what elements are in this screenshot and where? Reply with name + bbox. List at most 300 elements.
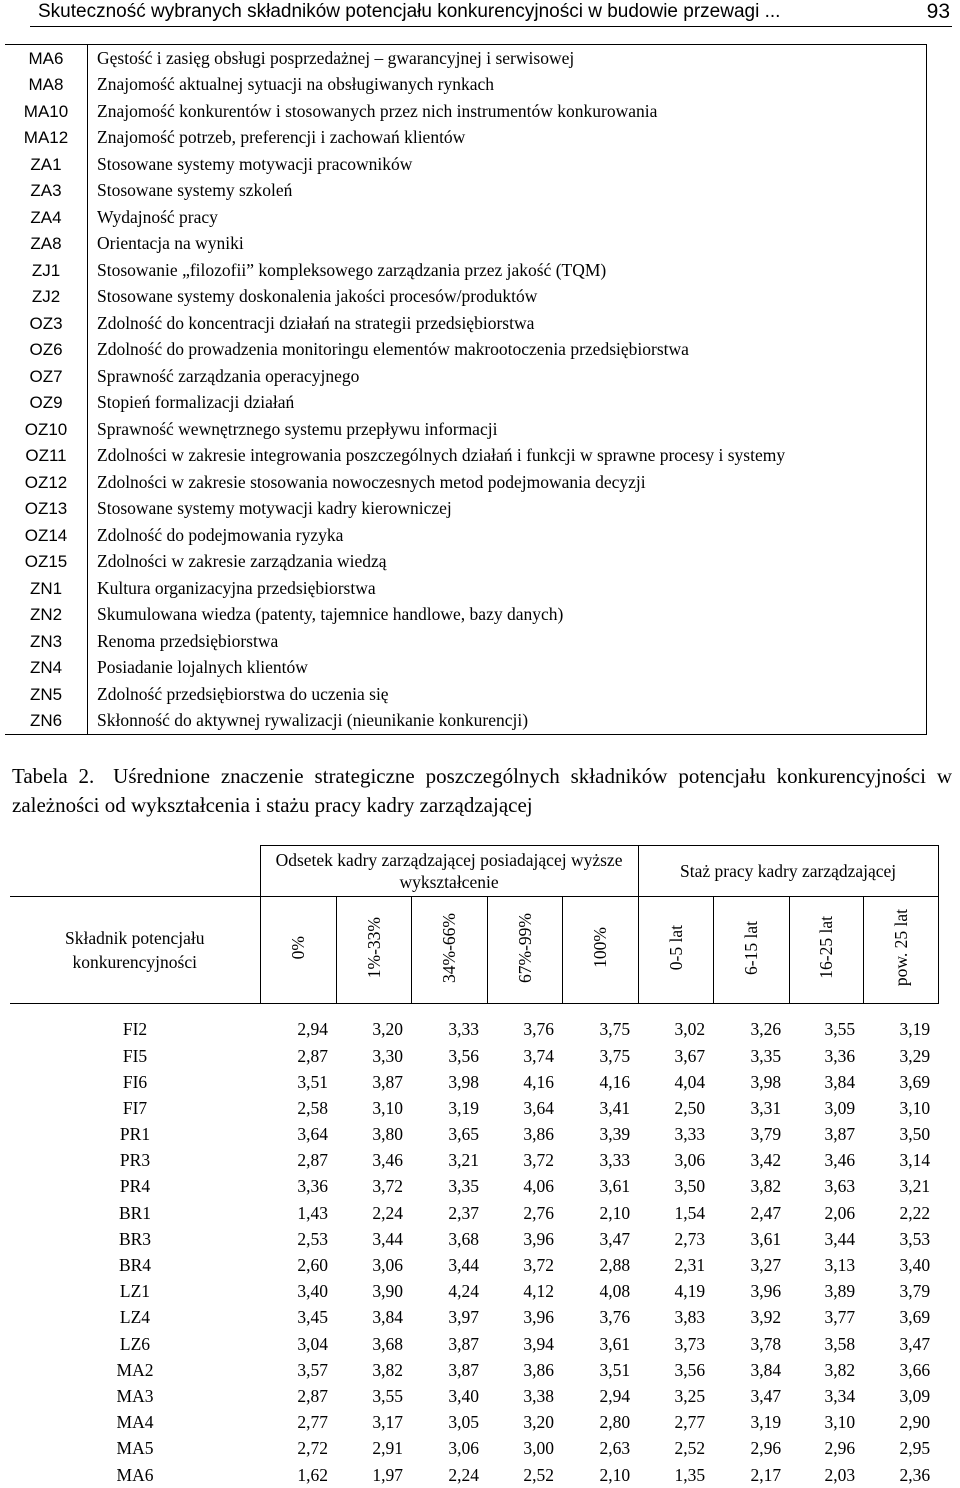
table-cell: 3,05 [411,1410,487,1436]
table-row [10,1227,938,1253]
component-description: Stosowane systemy doskonalenia jakości procesów/produktów [88,284,927,311]
table-cell: 2,52 [638,1436,713,1462]
table-cell: 3,10 [863,1096,938,1122]
component-description: Posiadanie lojalnych klientów [88,655,927,682]
table-cell: 3,69 [863,1069,938,1095]
table-cell: 2,58 [260,1096,336,1122]
column-header-label: 100% [590,927,610,968]
tenure-group-header: Staż pracy kadry zarządzającej [638,846,938,897]
list-row [5,655,927,682]
list-row [5,681,927,708]
table-cell: 4,06 [487,1174,562,1200]
list-row [5,575,927,602]
component-code: ZA4 [5,204,88,231]
table-cell: 3,34 [789,1384,863,1410]
table-cell: 3,89 [789,1279,863,1305]
table-cell: 3,82 [336,1357,411,1383]
table-cell: 3,61 [562,1331,638,1357]
table-cell: 3,76 [487,1017,562,1043]
table-cell: 3,84 [713,1357,789,1383]
component-column-header: Składnik potencjału konkurencyjności [10,897,260,1004]
list-row [5,522,927,549]
table-cell: 3,84 [336,1305,411,1331]
component-description: Zdolność do podejmowania ryzyka [88,522,927,549]
running-header [30,0,952,27]
table-cell: 3,45 [260,1305,336,1331]
table-cell: 3,50 [638,1174,713,1200]
table-cell: 2,63 [562,1436,638,1462]
table-cell: 3,72 [487,1148,562,1174]
table-cell: 3,44 [336,1227,411,1253]
table-row [10,1279,938,1305]
list-row [5,204,927,231]
column-header-label: 0-5 lat [666,925,686,970]
table-cell: 3,96 [487,1227,562,1253]
corner-cell [10,846,260,897]
table-cell: 3,19 [863,1017,938,1043]
table-cell: 4,04 [638,1069,713,1095]
table-cell: 3,29 [863,1043,938,1069]
table-cell: 3,66 [863,1357,938,1383]
header-gap-row [10,1004,938,1018]
table-cell: 3,06 [638,1148,713,1174]
row-label: MA5 [10,1436,260,1462]
component-description: Stosowane systemy motywacji pracowników [88,151,927,178]
table-row [10,1462,938,1488]
table-cell: 3,00 [487,1436,562,1462]
table-cell: 3,40 [260,1279,336,1305]
table-cell: 3,47 [863,1331,938,1357]
row-label: MA3 [10,1384,260,1410]
table-cell: 3,82 [789,1357,863,1383]
table-row [10,1043,938,1069]
table-cell: 3,46 [789,1148,863,1174]
table-row [10,1436,938,1462]
table-cell: 2,96 [713,1436,789,1462]
table-cell: 3,50 [863,1122,938,1148]
table-cell: 2,31 [638,1253,713,1279]
column-header [863,897,938,1004]
table-cell: 3,25 [638,1384,713,1410]
component-description: Znajomość potrzeb, preferencji i zachowań klientów [88,125,927,152]
component-description: Znajomość aktualnej sytuacji na obsługiwanych rynkach [88,72,927,99]
component-description: Stosowane systemy motywacji kadry kierowniczej [88,496,927,523]
table-cell: 3,80 [336,1122,411,1148]
list-row [5,496,927,523]
component-code: ZJ1 [5,257,88,284]
table-row [10,1331,938,1357]
table-cell: 2,87 [260,1384,336,1410]
table-cell: 3,19 [713,1410,789,1436]
page-number: 93 [927,0,950,24]
list-row [5,708,927,735]
list-row [5,151,927,178]
table-cell: 3,74 [487,1043,562,1069]
table-cell: 2,10 [562,1462,638,1488]
table-cell: 3,65 [411,1122,487,1148]
table-cell: 3,41 [562,1096,638,1122]
table-cell: 3,98 [713,1069,789,1095]
list-row [5,549,927,576]
column-header [789,897,863,1004]
table-cell: 3,77 [789,1305,863,1331]
row-label: MA4 [10,1410,260,1436]
component-description: Kultura organizacyjna przedsiębiorstwa [88,575,927,602]
component-code: MA10 [5,98,88,125]
table-cell: 3,56 [411,1043,487,1069]
list-row [5,45,927,72]
list-row [5,390,927,417]
column-header [487,897,562,1004]
table-cell: 1,62 [260,1462,336,1488]
component-description: Znajomość konkurentów i stosowanych przez nich instrumentów konkurowania [88,98,927,125]
table-cell: 3,46 [336,1148,411,1174]
running-title: Skuteczność wybranych składników potencjału konkurencyjności w budowie przewagi ... [38,1,780,23]
table-cell: 2,88 [562,1253,638,1279]
table-cell: 3,87 [411,1357,487,1383]
table-cell: 3,21 [863,1174,938,1200]
table-cell: 2,17 [713,1462,789,1488]
table-cell: 3,98 [411,1069,487,1095]
table-cell: 2,03 [789,1462,863,1488]
component-description: Renoma przedsiębiorstwa [88,628,927,655]
table-cell: 3,21 [411,1148,487,1174]
table-cell: 2,73 [638,1227,713,1253]
row-label: MA2 [10,1357,260,1383]
table-cell: 3,09 [863,1384,938,1410]
table-cell: 3,55 [336,1384,411,1410]
strategic-importance-table [10,845,939,1488]
component-code: OZ10 [5,416,88,443]
component-description: Stopień formalizacji działań [88,390,927,417]
table-cell: 3,33 [411,1017,487,1043]
table-cell: 3,94 [487,1331,562,1357]
group-header-row [10,846,938,897]
row-label: LZ6 [10,1331,260,1357]
table-cell: 2,77 [260,1410,336,1436]
table-cell: 3,63 [789,1174,863,1200]
column-header [260,897,336,1004]
table-cell: 3,47 [562,1227,638,1253]
component-code: ZN5 [5,681,88,708]
row-label: FI6 [10,1069,260,1095]
component-description: Zdolności w zakresie integrowania poszczególnych działań i funkcji w sprawne procesy i systemy [88,443,927,470]
table-cell: 3,64 [487,1096,562,1122]
table-cell: 2,06 [789,1200,863,1226]
table-cell: 2,96 [789,1436,863,1462]
table-row [10,1410,938,1436]
table-cell: 3,78 [713,1331,789,1357]
table-cell: 3,86 [487,1357,562,1383]
table-cell: 3,47 [713,1384,789,1410]
table-row [10,1305,938,1331]
table-cell: 3,42 [713,1148,789,1174]
table-cell: 3,17 [336,1410,411,1436]
table-cell: 4,16 [562,1069,638,1095]
component-description: Zdolność do koncentracji działań na strategii przedsiębiorstwa [88,310,927,337]
table-row [10,1200,938,1226]
table-cell: 3,36 [789,1043,863,1069]
table-cell: 3,61 [713,1227,789,1253]
row-label: BR4 [10,1253,260,1279]
components-list-body [5,45,927,735]
table-cell: 2,94 [260,1017,336,1043]
table-cell: 3,30 [336,1043,411,1069]
table-cell: 3,90 [336,1279,411,1305]
education-group-header: Odsetek kadry zarządzającej posiadającej wyższe wykształcenie [260,846,638,897]
row-label: PR1 [10,1122,260,1148]
table-cell: 2,53 [260,1227,336,1253]
table-cell: 3,10 [336,1096,411,1122]
table-cell: 2,90 [863,1410,938,1436]
table-cell: 3,56 [638,1357,713,1383]
table-row [10,1122,938,1148]
table-cell: 3,55 [789,1017,863,1043]
table-cell: 1,97 [336,1462,411,1488]
table-cell: 3,92 [713,1305,789,1331]
component-code: OZ6 [5,337,88,364]
table-cell: 3,87 [336,1069,411,1095]
table-cell: 4,12 [487,1279,562,1305]
table-cell: 2,87 [260,1043,336,1069]
table-cell: 3,57 [260,1357,336,1383]
component-code: OZ3 [5,310,88,337]
component-code: OZ15 [5,549,88,576]
list-row [5,469,927,496]
list-row [5,125,927,152]
column-header-label: pow. 25 lat [891,909,911,986]
table-cell: 3,75 [562,1043,638,1069]
table-row [10,1017,938,1043]
row-label: FI2 [10,1017,260,1043]
list-row [5,628,927,655]
component-description: Gęstość i zasięg obsługi posprzedażnej – gwarancyjnej i serwisowej [88,45,927,72]
table-cell: 2,10 [562,1200,638,1226]
component-description: Stosowane systemy szkoleń [88,178,927,205]
component-code: ZA8 [5,231,88,258]
table-cell: 2,77 [638,1410,713,1436]
table-cell: 2,47 [713,1200,789,1226]
component-code: ZN2 [5,602,88,629]
table-cell: 3,96 [713,1279,789,1305]
table-cell: 2,24 [336,1200,411,1226]
table-cell: 2,76 [487,1200,562,1226]
list-row [5,310,927,337]
row-label: FI7 [10,1096,260,1122]
row-label: BR3 [10,1227,260,1253]
table-cell: 3,33 [638,1122,713,1148]
table-cell: 2,87 [260,1148,336,1174]
table-cell: 3,73 [638,1331,713,1357]
column-header-label: 1%-33% [364,917,384,978]
component-description: Zdolność przedsiębiorstwa do uczenia się [88,681,927,708]
list-row [5,231,927,258]
table-cell: 3,87 [411,1331,487,1357]
table-cell: 4,19 [638,1279,713,1305]
component-description: Sprawność zarządzania operacyjnego [88,363,927,390]
column-header-label: 34%-66% [439,913,459,983]
table-cell: 3,02 [638,1017,713,1043]
component-code: OZ7 [5,363,88,390]
table-row [10,1384,938,1410]
table-cell: 3,58 [789,1331,863,1357]
row-label: LZ4 [10,1305,260,1331]
table-row [10,1069,938,1095]
table-row [10,1357,938,1383]
table-cell: 3,09 [789,1096,863,1122]
column-header [562,897,638,1004]
component-description: Orientacja na wyniki [88,231,927,258]
table-cell: 2,60 [260,1253,336,1279]
table-cell: 3,83 [638,1305,713,1331]
table-cell: 2,80 [562,1410,638,1436]
component-description: Stosowanie „filozofii” kompleksowego zarządzania przez jakość (TQM) [88,257,927,284]
table-cell: 4,08 [562,1279,638,1305]
component-code: ZJ2 [5,284,88,311]
table-cell: 2,52 [487,1462,562,1488]
table-cell: 3,68 [336,1331,411,1357]
table-cell: 4,16 [487,1069,562,1095]
table-cell: 2,22 [863,1200,938,1226]
table-cell: 3,04 [260,1331,336,1357]
table-cell: 3,76 [562,1305,638,1331]
table-cell: 3,79 [863,1279,938,1305]
component-code: ZN1 [5,575,88,602]
table-cell: 3,44 [789,1227,863,1253]
component-description: Zdolność do prowadzenia monitoringu elementów makrootoczenia przedsiębiorstwa [88,337,927,364]
table-cell: 3,44 [411,1253,487,1279]
table-cell: 3,13 [789,1253,863,1279]
table-cell: 3,53 [863,1227,938,1253]
table-cell: 3,79 [713,1122,789,1148]
table-cell: 3,68 [411,1227,487,1253]
column-header [638,897,713,1004]
table-cell: 3,35 [713,1043,789,1069]
table-cell: 1,43 [260,1200,336,1226]
table-cell: 3,97 [411,1305,487,1331]
component-code: OZ14 [5,522,88,549]
row-label: BR1 [10,1200,260,1226]
table-cell: 2,37 [411,1200,487,1226]
list-row [5,72,927,99]
table-cell: 3,31 [713,1096,789,1122]
table-cell: 3,87 [789,1122,863,1148]
component-description: Skumulowana wiedza (patenty, tajemnice handlowe, bazy danych) [88,602,927,629]
components-list-table [5,44,927,735]
table-cell: 2,91 [336,1436,411,1462]
strategic-importance-body [10,846,938,1488]
table-cell: 4,24 [411,1279,487,1305]
table-cell: 3,10 [789,1410,863,1436]
table-cell: 3,75 [562,1017,638,1043]
table-cell: 3,72 [487,1253,562,1279]
table-cell: 3,40 [411,1384,487,1410]
table-cell: 2,50 [638,1096,713,1122]
table-row [10,1096,938,1122]
table-cell: 3,26 [713,1017,789,1043]
table-cell: 3,36 [260,1174,336,1200]
list-row [5,337,927,364]
table-cell: 3,20 [487,1410,562,1436]
component-code: ZA3 [5,178,88,205]
component-code: ZA1 [5,151,88,178]
list-row [5,257,927,284]
table-cell: 3,67 [638,1043,713,1069]
component-description: Wydajność pracy [88,204,927,231]
table-cell: 3,27 [713,1253,789,1279]
table-cell: 3,06 [411,1436,487,1462]
component-code: OZ11 [5,443,88,470]
list-row [5,98,927,125]
table-cell: 2,72 [260,1436,336,1462]
table-cell: 2,24 [411,1462,487,1488]
list-row [5,284,927,311]
list-row [5,443,927,470]
list-row [5,363,927,390]
component-code: ZN4 [5,655,88,682]
table-cell: 3,51 [562,1357,638,1383]
table-row [10,1148,938,1174]
table-cell: 2,36 [863,1462,938,1488]
table-cell: 3,40 [863,1253,938,1279]
table-cell: 3,06 [336,1253,411,1279]
column-header [713,897,789,1004]
component-description: Zdolności w zakresie zarządzania wiedzą [88,549,927,576]
table-cell: 1,35 [638,1462,713,1488]
component-description: Skłonność do aktywnej rywalizacji (nieunikanie konkurencji) [88,708,927,735]
column-header-row [10,897,938,1004]
component-code: MA12 [5,125,88,152]
table-row [10,1253,938,1279]
component-code: ZN6 [5,708,88,735]
list-row [5,178,927,205]
caption-text: Uśrednione znaczenie strategiczne poszczególnych składników potencjału konkurencyjności w zależności od wykształcenia i stażu pracy kadry zarządzającej [12,764,952,817]
component-code: OZ13 [5,496,88,523]
component-code: OZ9 [5,390,88,417]
column-header [336,897,411,1004]
component-description: Zdolności w zakresie stosowania nowoczesnych metod podejmowania decyzji [88,469,927,496]
row-label: FI5 [10,1043,260,1069]
table-cell: 3,20 [336,1017,411,1043]
column-header-label: 6-15 lat [741,921,761,975]
table-cell: 3,84 [789,1069,863,1095]
table-cell: 3,35 [411,1174,487,1200]
component-code: MA6 [5,45,88,72]
table-cell: 3,86 [487,1122,562,1148]
row-label: PR4 [10,1174,260,1200]
component-code: ZN3 [5,628,88,655]
column-header-label: 67%-99% [515,913,535,983]
table-cell: 3,51 [260,1069,336,1095]
component-code: OZ12 [5,469,88,496]
table-cell: 3,33 [562,1148,638,1174]
table-cell: 3,38 [487,1384,562,1410]
list-row [5,416,927,443]
table-cell: 3,69 [863,1305,938,1331]
column-header-label: 16-25 lat [816,916,836,979]
table-row [10,1174,938,1200]
row-label: PR3 [10,1148,260,1174]
component-description: Sprawność wewnętrznego systemu przepływu informacji [88,416,927,443]
row-label: MA6 [10,1462,260,1488]
table-cell: 2,94 [562,1384,638,1410]
table-cell: 3,64 [260,1122,336,1148]
table-cell: 3,61 [562,1174,638,1200]
table-cell: 3,14 [863,1148,938,1174]
list-row [5,602,927,629]
table-cell: 3,82 [713,1174,789,1200]
row-label: LZ1 [10,1279,260,1305]
